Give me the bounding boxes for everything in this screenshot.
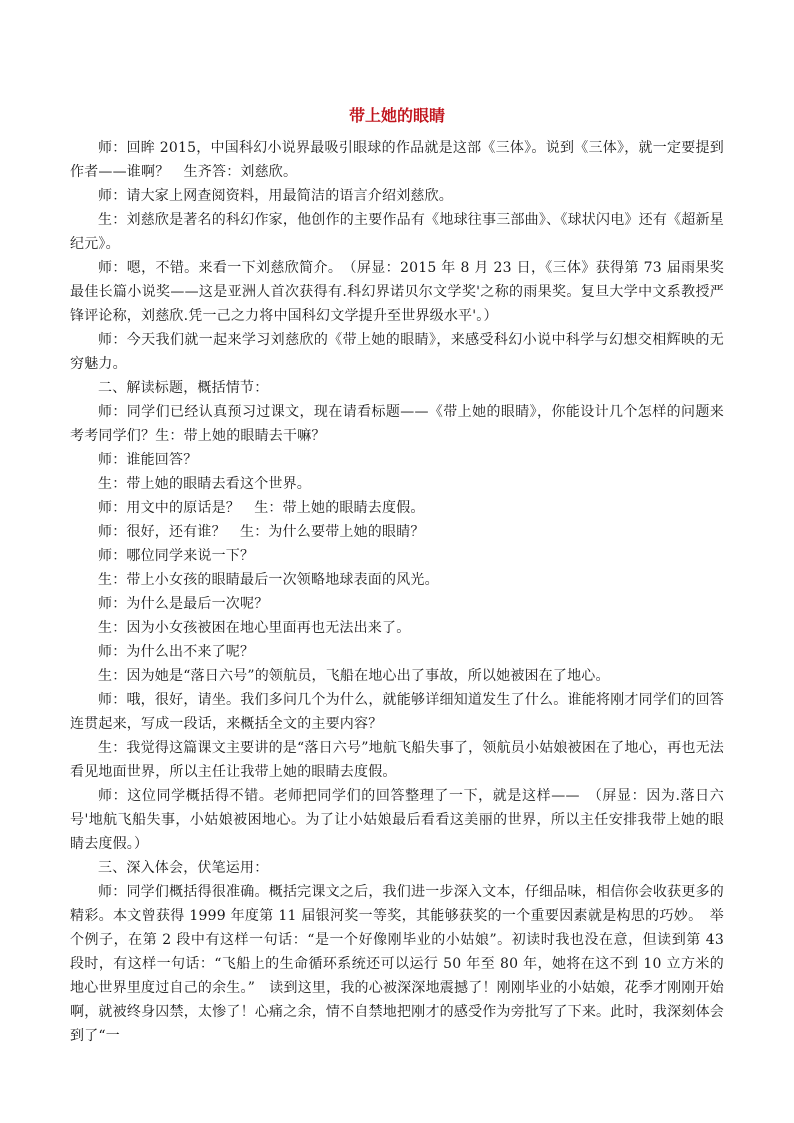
paragraph: 师：哦，很好，请坐。我们多问几个为什么，就能够详细知道发生了什么。谁能将刚才同学们的回答连贯起来，写成一段话，来概括全文的主要内容？	[70, 692, 724, 732]
paragraph: 师：很好，还有谁？ 生：为什么要带上她的眼睛？	[98, 524, 425, 540]
paragraph: 师：这位同学概括得不错。老师把同学们的回答整理了一下，就是这样—— （屏显：因为.落日六号'地航飞船失事，小姑娘被困地心。为了让小姑娘最后看看这美丽的世界，所以主任安排我带上她的眼睛去度假。）	[70, 788, 724, 852]
paragraph: 生：带上她的眼睛去看这个世界。	[98, 476, 311, 492]
paragraph: 生：我觉得这篇课文主要讲的是“落日六号”地航飞船失事了，领航员小姑娘被困在了地心，再也无法看见地面世界，所以主任让我带上她的眼睛去度假。	[70, 740, 724, 780]
paragraph: 师：今天我们就一起来学习刘慈欣的《带上她的眼睛》，来感受科幻小说中科学与幻想交相辉映的无穷魅力。	[70, 332, 724, 372]
paragraph: 师：哪位同学来说一下？	[98, 548, 255, 564]
document-body	[70, 136, 724, 1048]
section-heading: 三、深入体会，伏笔运用：	[98, 860, 269, 876]
document-page	[70, 104, 724, 1048]
paragraph: 师：为什么出不来了呢？	[98, 644, 255, 660]
paragraph: 生：刘慈欣是著名的科幻作家，他创作的主要作品有《地球往事三部曲》、《球状闪电》还有《超新星纪元》。	[70, 212, 724, 252]
paragraph: 师：请大家上网查阅资料，用最简洁的语言介绍刘慈欣。	[98, 188, 453, 204]
document-title: 带上她的眼睛	[348, 106, 445, 125]
paragraph: 生：因为她是“落日六号”的领航员，飞船在地心出了事故，所以她被困在了地心。	[98, 668, 610, 684]
paragraph: 师：谁能回答？	[98, 452, 198, 468]
paragraph: 师：同学们概括得很准确。概括完课文之后，我们进一步深入文本，仔细品味，相信你会收获更多的精彩。本文曾获得 1999 年度第 11 届银河奖一等奖，其能够获奖的一个重要因素就是构思的巧妙。 举个例子，在第 2 段中有这样一句话：“是一个好像刚毕业的小姑娘”。初读时我也没在意，但读到第 43 段时，有这样一句话：“飞船上的生命循环系统还可以运行 50 年至 80 年，她将在这不到 10 立方米的地心世界里度过自己的余生。” 读到这里，我的心被深深地震撼了！刚刚毕业的小姑娘，花季才刚刚开始啊，就被终身囚禁，太惨了！心痛之余，情不自禁地把刚才的感受作为旁批写了下来。此时，我深刻体会到了“一	[70, 884, 724, 1044]
paragraph: 师：嗯，不错。来看一下刘慈欣简介。 （屏显：2015 年 8 月 23 日，《三体》获得第 73 届雨果奖最佳长篇小说奖——这是亚洲人首次获得有.科幻界诺贝尔文学奖'之称的雨果奖。复旦大学中文系教授严锋评论称，刘慈欣.凭一己之力将中国科幻文学提升至世界级水平'。）	[70, 260, 724, 324]
section-heading: 二、解读标题，概括情节：	[98, 380, 269, 396]
paragraph: 生：因为小女孩被困在地心里面再也无法出来了。	[98, 620, 411, 636]
paragraph: 生：带上小女孩的眼睛最后一次领略地球表面的风光。	[98, 572, 439, 588]
paragraph: 师：用文中的原话是？ 生：带上她的眼睛去度假。	[98, 500, 425, 516]
paragraph: 师：为什么是最后一次呢？	[98, 596, 269, 612]
paragraph: 师：同学们已经认真预习过课文，现在请看标题——《带上她的眼睛》，你能设计几个怎样的问题来考考同学们？生：带上她的眼睛去干嘛？	[70, 404, 724, 444]
paragraph: 师：回眸 2015，中国科幻小说界最吸引眼球的作品就是这部《三体》。说到《三体》，就一定要提到作者——谁啊？ 生齐答：刘慈欣。	[70, 140, 724, 180]
